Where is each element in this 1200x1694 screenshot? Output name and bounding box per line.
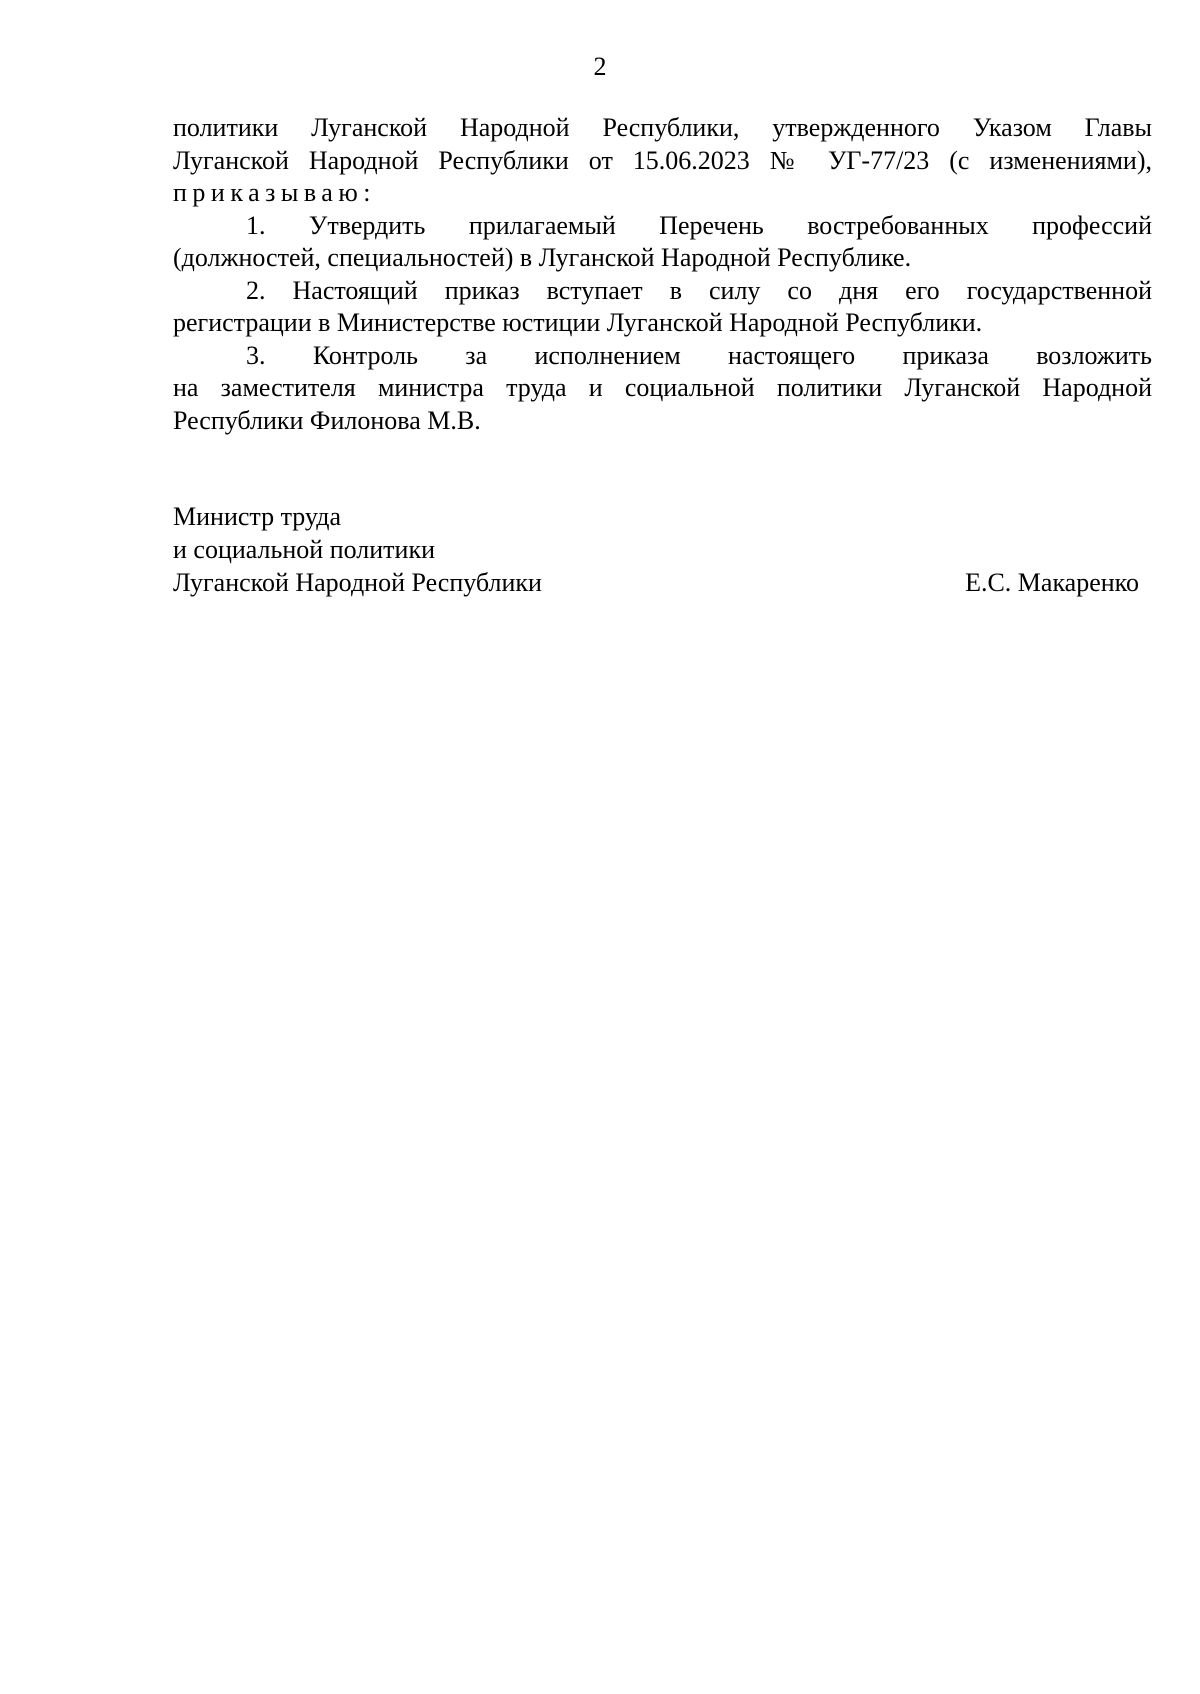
signatory-name: Е.С. Макаренко (965, 568, 1139, 597)
signature-position-line-2-row (173, 533, 1139, 566)
body-line-2: Луганской Народной Республики от 15.06.2023 № УГ-77/23 (с изменениями), (173, 145, 1152, 175)
order-body (173, 112, 1152, 437)
signature-position-line-1-row (173, 500, 1139, 533)
signature-block (173, 500, 1139, 599)
signature-position-line-3-row (173, 566, 1139, 599)
page-number: 2 (593, 52, 607, 81)
item-1-line-2: (должностей, специальностей) в Луганской Народной Республике. (173, 243, 912, 272)
item-3-line-3: Республики Филонова М.В. (173, 405, 481, 435)
signature-position-line-2: и социальной политики (173, 535, 435, 564)
item-2-line-1: 2. Настоящий приказ вступает в силу со дня его государственной (246, 275, 1152, 305)
item-3-line-2: на заместителя министра труда и социальной политики Луганской Народной (173, 373, 1152, 402)
body-line-1: политики Луганской Народной Республики, утвержденного Указом Главы (173, 113, 1152, 142)
item-2-line-2: регистрации в Министерстве юстиции Луганской Народной Республики. (173, 308, 983, 337)
item-3-line-1: 3. Контроль за исполнением настоящего приказа возложить (246, 340, 1152, 370)
order-directive: приказываю: (173, 178, 376, 207)
item-1-line-1: 1. Утвердить прилагаемый Перечень востребованных профессий (246, 210, 1152, 240)
signature-position-line-3: Луганской Народной Республики (173, 568, 542, 597)
signature-position-line-1: Министр труда (173, 502, 342, 531)
